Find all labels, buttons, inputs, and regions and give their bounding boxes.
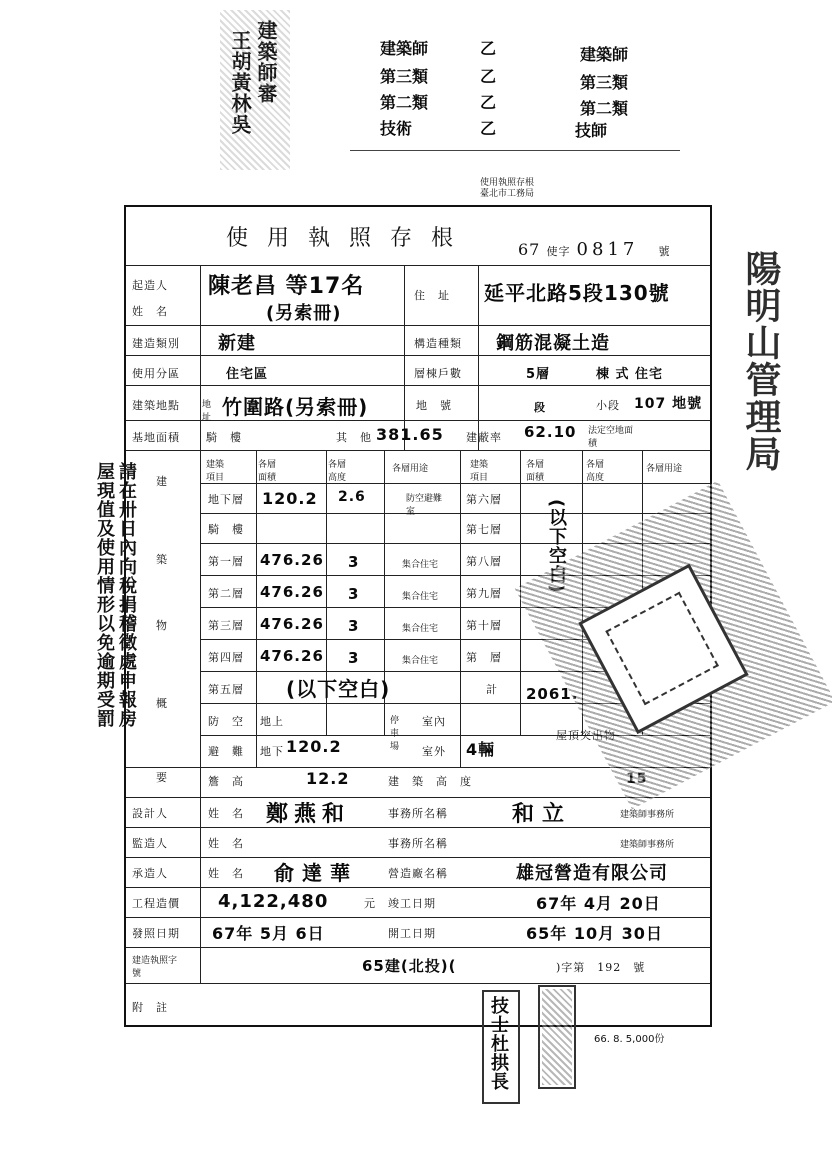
shelter-sub1: 地上 — [260, 715, 284, 728]
permit-no: 0817 — [576, 239, 639, 260]
company-label: 營造廠名稱 — [388, 867, 448, 880]
company-value: 雄冠營造有限公司 — [516, 863, 668, 884]
height-value: 15 — [626, 771, 648, 787]
right-blank: (以下空白) — [546, 499, 567, 594]
use-value: 住宅區 — [226, 367, 269, 382]
print-note: 66. 8. 5,000份 — [594, 1034, 665, 1045]
floor-left-height: 2.6 — [338, 489, 366, 505]
area-sub1: 騎 樓 — [206, 431, 242, 444]
seal-stamp-small — [538, 985, 576, 1089]
roof-label: 屋頂突出物 — [556, 729, 616, 742]
legal-label: 法定空地面積 — [588, 426, 634, 449]
lot-section: 段 — [534, 401, 546, 414]
floor-right-name: 第八層 — [466, 555, 502, 568]
slip-row-2c: 第三類 — [580, 73, 629, 92]
permit-number — [518, 239, 670, 260]
bh-c1: 建築項目 — [206, 460, 225, 483]
slip-row-4c: 技師 — [575, 121, 608, 140]
permit-value: 65建(北投)( — [362, 957, 457, 975]
supervisor-label: 監造人 — [132, 837, 168, 850]
address-label: 住 址 — [414, 289, 450, 302]
floor-left-height: 3 — [348, 617, 360, 635]
eave-label: 簷 高 — [208, 775, 244, 788]
category-value: 新建 — [218, 333, 256, 354]
sig-1: 技士 — [488, 996, 509, 1034]
permit-suffix: 號 — [658, 245, 671, 258]
floor-right-name: 第 層 — [466, 651, 502, 664]
bh-c2: 各層面積 — [258, 460, 277, 483]
category-label: 建造類別 — [132, 337, 180, 350]
slip-names-col2: 建築師審 — [254, 20, 278, 104]
total-value: 2061. — [526, 685, 579, 703]
site-label: 建築地點 — [132, 399, 180, 412]
slip-row-2a: 第三類 — [380, 67, 429, 86]
lot-label: 地 號 — [416, 399, 452, 412]
permit-prefix: 使字 — [546, 245, 571, 258]
floor-left-name: 第三層 — [208, 619, 244, 632]
complete-value: 67年 4月 20日 — [536, 894, 661, 913]
slip-row-4b: 乙 — [480, 119, 497, 138]
slip-row-1a: 建築師 — [380, 39, 429, 58]
floor-left-name: 第五層 — [208, 683, 244, 696]
coverage-label: 建蔽率 — [466, 431, 502, 444]
floor-right-name: 第九層 — [466, 587, 502, 600]
cost-label: 工程造價 — [132, 897, 180, 910]
permit-label: 建造執照字號 — [132, 956, 178, 979]
floor-right-name: 第七層 — [466, 523, 502, 536]
signature-text — [488, 996, 508, 1091]
shelter-label2: 避 難 — [208, 745, 244, 758]
parking-out: 室外 — [422, 745, 446, 758]
left-note-col2: 請在卅日內向稅捐稽徵處申報房 — [116, 462, 137, 728]
floors-label: 層棟戶數 — [414, 367, 462, 380]
form-title: 使 用 執 照 存 根 — [226, 226, 459, 251]
left-note-col1: 屋現值及使用情形以免逾期受罰 — [94, 462, 115, 728]
slip-row-3b: 乙 — [480, 93, 497, 112]
name-label: 姓 名 — [132, 305, 168, 318]
height-label: 建 築 高 度 — [388, 775, 472, 788]
structure-label: 構造種類 — [414, 337, 462, 350]
contractor-label: 承造人 — [132, 867, 168, 880]
overview-5: 要 — [156, 771, 168, 784]
floor-left-use: 集合住宅 — [402, 592, 439, 602]
floor-left-area: 476.26 — [260, 615, 324, 633]
floor-left-name: 地下層 — [208, 493, 244, 506]
floor-left-height: 3 — [348, 585, 360, 603]
floor-left-height: 3 — [348, 649, 360, 667]
supervisor-architect-label: 建築師事務所 — [620, 840, 675, 850]
architect-label: 建築師事務所 — [620, 810, 675, 820]
floors-value: 5層 — [526, 367, 551, 382]
slip-row-4a: 技術 — [380, 119, 413, 138]
top-slip-left — [220, 0, 300, 180]
floor-left-area: 476.26 — [260, 551, 324, 569]
slip-row-1c: 建築師 — [580, 45, 629, 64]
floor-left-area: 120.2 — [262, 489, 318, 508]
floor-left-use: 集合住宅 — [402, 656, 439, 666]
slip-row-3c: 第二類 — [580, 99, 629, 118]
slip-names-col: 王胡黃林吳 — [228, 30, 252, 135]
bh-c6: 各層面積 — [526, 460, 545, 483]
floor-left-area: 476.26 — [260, 583, 324, 601]
sig-3: 拱 — [488, 1053, 509, 1072]
floor-left-name: 騎 樓 — [208, 523, 244, 536]
parking-value: 4輛 — [466, 740, 496, 759]
note-label: 附 註 — [132, 1001, 168, 1014]
slip-row-1b: 乙 — [480, 39, 497, 58]
floor-left-name: 第一層 — [208, 555, 244, 568]
floor-left-name: 第四層 — [208, 651, 244, 664]
lot-value2: 107 地號 — [634, 396, 703, 412]
floor-left-use: 集合住宅 — [402, 624, 439, 634]
bh-c8: 各層用途 — [646, 464, 683, 474]
floor-right-name: 第十層 — [466, 619, 502, 632]
address-value: 延平北路5段130號 — [484, 281, 670, 305]
contractor-name: 俞達華 — [274, 861, 358, 885]
bh-c4: 各層用途 — [392, 464, 429, 474]
contractor-name-label: 姓 名 — [208, 867, 244, 880]
floor-left-area: (以下空白) — [286, 677, 391, 701]
permit-year: 67 — [518, 240, 541, 259]
coverage-value: 62.10 — [524, 423, 577, 441]
floor-left-use: 集合住宅 — [402, 560, 439, 570]
overview-4: 概 — [156, 697, 168, 710]
area-label: 基地面積 — [132, 431, 180, 444]
structure-value: 鋼筋混凝土造 — [496, 333, 610, 354]
sig-4: 長 — [488, 1072, 509, 1091]
total-label: 計 — [486, 683, 498, 696]
designer-name-label: 姓 名 — [208, 807, 244, 820]
designer-label: 設計人 — [132, 807, 168, 820]
overview-3: 物 — [156, 619, 168, 632]
shelter-value2: 120.2 — [286, 737, 342, 756]
supervisor-firm-label: 事務所名稱 — [388, 837, 448, 850]
floor-left-name: 第二層 — [208, 587, 244, 600]
floor-right-name: 第六層 — [466, 493, 502, 506]
start-label: 開工日期 — [388, 927, 436, 940]
stamp-note-1: 使用執照存根 — [480, 178, 535, 188]
parking-label: 停車場 — [390, 716, 400, 752]
floor-left-area: 476.26 — [260, 647, 324, 665]
firm-value: 和立 — [512, 802, 573, 827]
floors-value2: 棟 式 住宅 — [596, 367, 664, 382]
overview-1: 建 — [156, 475, 168, 488]
shelter-sub2: 地下 — [260, 745, 284, 758]
site-value: 竹圍路(另索冊) — [222, 395, 369, 419]
issue-label: 發照日期 — [132, 927, 180, 940]
applicant-label: 起造人 — [132, 279, 168, 292]
bh-c3: 各層高度 — [328, 460, 347, 483]
top-slip-right — [350, 0, 680, 151]
supervisor-name-label: 姓 名 — [208, 837, 244, 850]
bh-c7: 各層高度 — [586, 460, 605, 483]
area-value: 381.65 — [376, 425, 444, 444]
right-margin-text: 陽明山管理局 — [740, 250, 781, 472]
shelter-label1: 防 空 — [208, 715, 244, 728]
slip-row-3a: 第二類 — [380, 93, 429, 112]
top-stamp-note — [480, 178, 700, 208]
slip-row-2b: 乙 — [480, 67, 497, 86]
stamp-note-2: 臺北市工務局 — [480, 189, 535, 199]
eave-value: 12.2 — [306, 769, 350, 788]
start-value: 65年 10月 30日 — [526, 924, 663, 943]
overview-2: 築 — [156, 553, 168, 566]
issue-value: 67年 5月 6日 — [212, 924, 325, 943]
designer-name: 鄭燕和 — [266, 802, 351, 827]
use-label: 使用分區 — [132, 367, 180, 380]
floor-left-use: 防空避難室 — [406, 494, 443, 517]
cost-unit: 元 — [364, 897, 376, 910]
applicant-value2: (另索冊) — [266, 303, 342, 324]
floor-left-height: 3 — [348, 553, 360, 571]
bh-c5: 建築項目 — [470, 460, 489, 483]
signature-stamp — [482, 990, 520, 1104]
complete-label: 竣工日期 — [388, 897, 436, 910]
firm-label: 事務所名稱 — [388, 807, 448, 820]
sig-2: 杜 — [488, 1034, 509, 1053]
permit-value2: )字第 192 號 — [556, 961, 646, 974]
area-sub2: 其 他 — [336, 431, 372, 444]
site-sub: 地址 — [202, 400, 212, 423]
parking-in: 室內 — [422, 715, 446, 728]
applicant-value: 陳老昌 等17名 — [208, 274, 365, 299]
lot-value: 小段 — [596, 399, 620, 412]
cost-value: 4,122,480 — [218, 891, 329, 912]
